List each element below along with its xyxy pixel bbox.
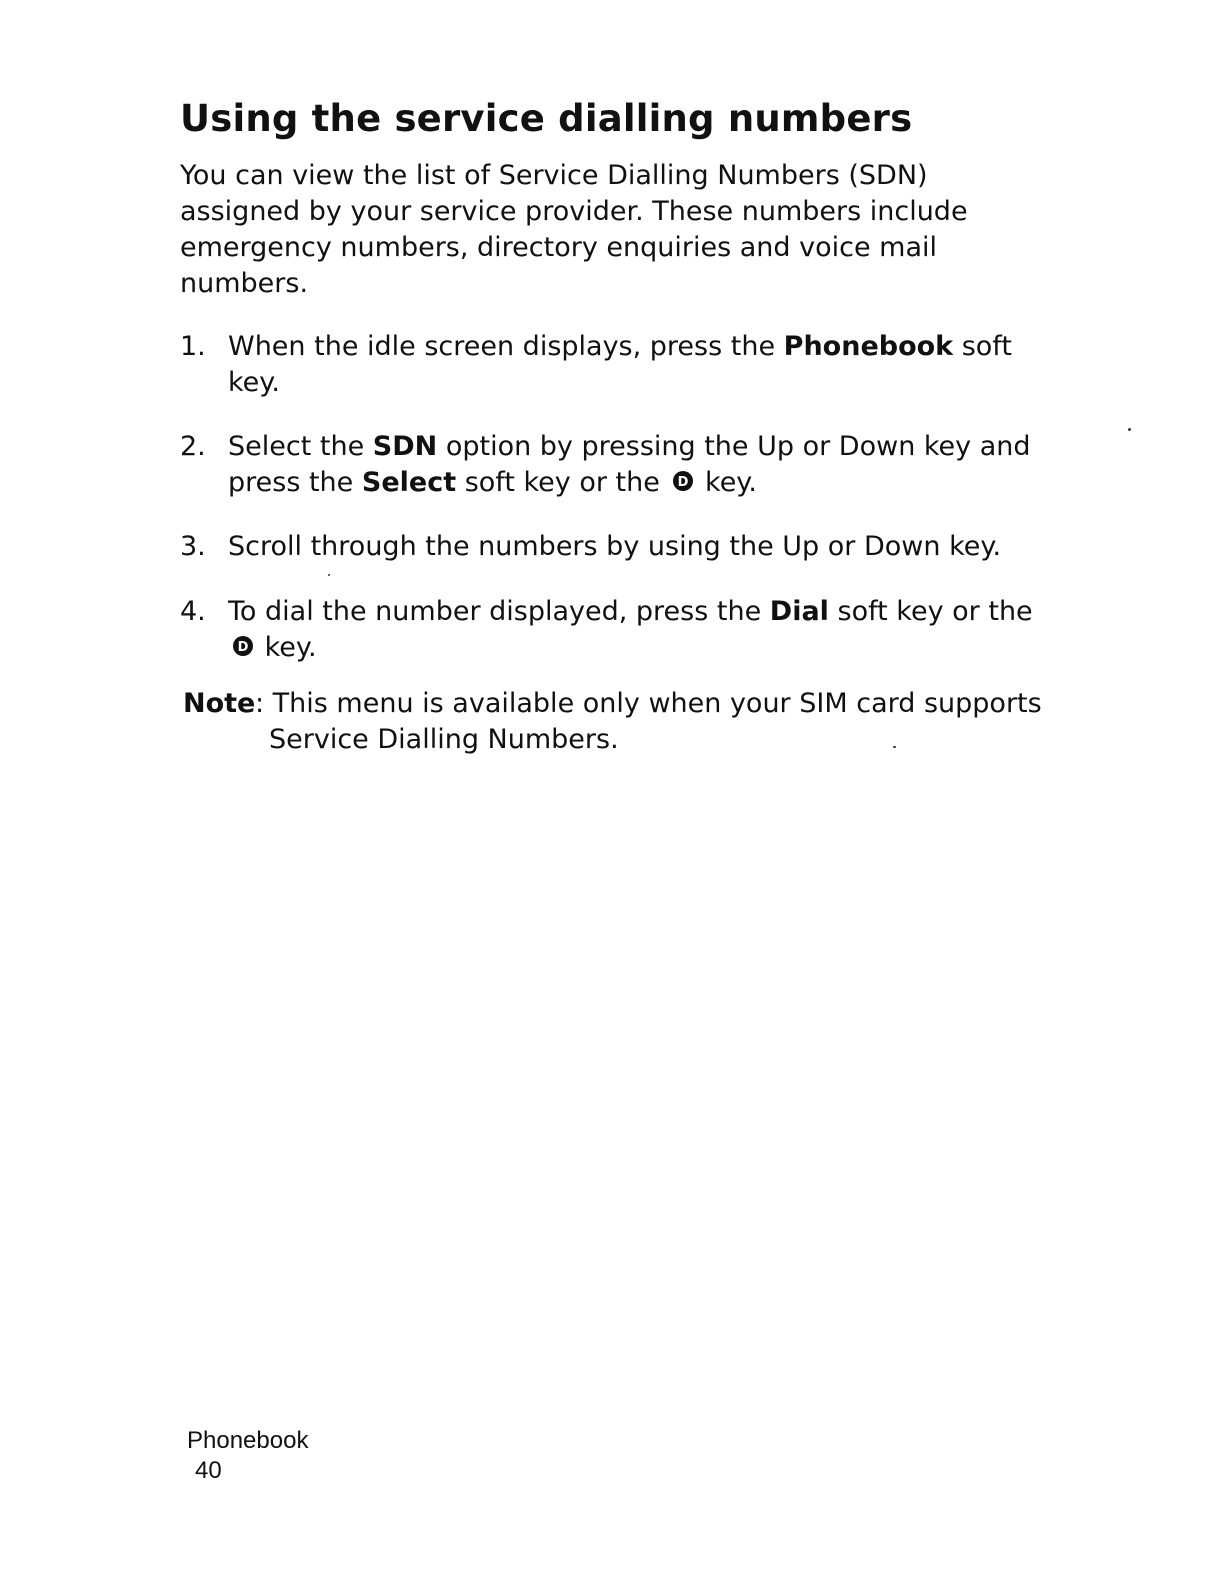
note-text-line: Service Dialling Numbers. (269, 724, 619, 755)
step-text (228, 329, 1060, 401)
step-3 (180, 529, 1060, 565)
note (183, 686, 1063, 758)
step-2 (180, 429, 1060, 501)
step-text-part: soft key or the (828, 596, 1033, 627)
step-text (228, 594, 1060, 666)
step-text-part: To dial the number displayed, press the (228, 596, 770, 627)
svg-text:D: D (237, 640, 249, 655)
step-text (228, 429, 1060, 501)
note-text (255, 686, 1063, 758)
scan-speck (1128, 428, 1131, 431)
dial-key-icon (232, 631, 254, 653)
step-text-part: key. (696, 467, 758, 498)
step-bold-term: SDN (372, 431, 438, 462)
page-title: Using the service dialling numbers (180, 97, 913, 140)
scan-speck (893, 746, 896, 748)
step-number: 1. (180, 331, 206, 362)
dial-key-icon (672, 466, 694, 488)
svg-text:D: D (678, 475, 689, 490)
step-number: 4. (180, 596, 206, 627)
step-text-part: option by pressing the Up or Down key and press the (228, 431, 1031, 498)
footer-section-name: Phonebook (187, 1427, 309, 1454)
step-bold-term: Select (361, 467, 457, 498)
step-bold-term: Dial (769, 596, 829, 627)
step-text-part: When the idle screen displays, press the (228, 331, 784, 362)
scan-speck (328, 574, 330, 576)
step-text-part: key. (256, 632, 317, 663)
footer-page-number: 40 (195, 1457, 222, 1484)
note-label: Note (183, 688, 256, 719)
step-1 (180, 329, 1060, 401)
intro-paragraph: You can view the list of Service Dialling Numbers (SDN) assigned by your service provider. These numbers include emergency numbers, directory enquiries and voice mail numbers. (180, 160, 968, 299)
note-text-line: : This menu is available only when your SIM card supports (255, 688, 1042, 719)
step-bold-term: Phonebook (783, 331, 954, 362)
step-text-part: soft key or the (456, 467, 669, 498)
step-4 (180, 594, 1060, 666)
step-number: 3. (180, 531, 206, 562)
step-number: 2. (180, 431, 206, 462)
step-text-part: soft key. (228, 331, 1012, 398)
step-text-part: Select the (228, 431, 373, 462)
step-text: Scroll through the numbers by using the Up or Down key. (228, 531, 1002, 562)
